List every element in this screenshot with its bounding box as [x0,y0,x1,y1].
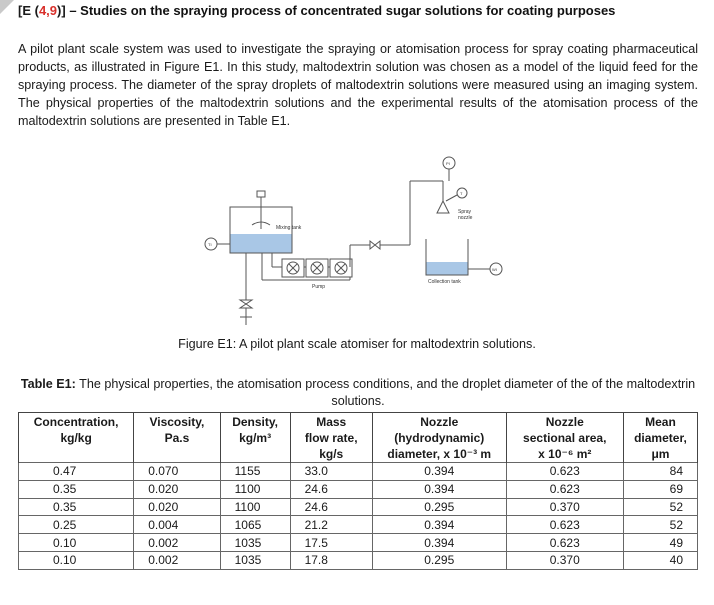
col-header-mean-diameter: Mean diameter, μm [623,413,697,463]
exercise-code: [E (4,9)] [18,3,66,18]
col-header-mass-flow-rate: Mass flow rate, kg/s [290,413,372,463]
cell-mass-flow-rate: 21.2 [290,516,372,534]
spray-nozzle-label-2: nozzle [458,215,473,221]
table-row [19,534,698,552]
cell-density: 1035 [220,551,290,569]
cell-concentration: 0.35 [19,498,134,516]
col-header-density: Density, kg/m³ [220,413,290,463]
cell-concentration: 0.10 [19,551,134,569]
col-header-viscosity: Viscosity, Pa.s [134,413,220,463]
exercise-heading [18,3,708,18]
properties-table [18,412,698,570]
cell-viscosity: 0.070 [134,463,220,481]
cell-mass-flow-rate: 17.5 [290,534,372,552]
spray-nozzle-label-1: Spray [458,209,472,215]
col-header-concentration: Concentration, kg/kg [19,413,134,463]
cell-density: 1155 [220,463,290,481]
table-header-row [19,413,698,463]
cell-nozzle-diameter: 0.394 [372,534,506,552]
cell-mean-diameter: 84 [623,463,697,481]
cell-density: 1100 [220,498,290,516]
cell-viscosity: 0.002 [134,551,220,569]
line-valve [370,241,380,249]
pump-label: Pump [312,284,326,290]
cell-nozzle-area: 0.623 [506,463,623,481]
cell-mean-diameter: 40 [623,551,697,569]
cell-concentration: 0.25 [19,516,134,534]
cell-density: 1065 [220,516,290,534]
cell-nozzle-diameter: 0.295 [372,498,506,516]
cell-concentration: 0.47 [19,463,134,481]
exercise-title: – Studies on the spraying process of concentrated sugar solutions for coating purposes [65,3,616,18]
cell-concentration: 0.35 [19,480,134,498]
collection-tank-label: Collection tank [428,279,461,285]
cell-density: 1100 [220,480,290,498]
cell-viscosity: 0.004 [134,516,220,534]
t-label: T [460,191,463,196]
cell-mass-flow-rate: 24.6 [290,498,372,516]
atomiser-diagram [200,155,520,335]
cell-density: 1035 [220,534,290,552]
page-corner-fold [0,0,14,14]
cell-nozzle-diameter: 0.394 [372,516,506,534]
cell-mean-diameter: 49 [623,534,697,552]
col-header-nozzle-area: Nozzle sectional area, x 10⁻⁶ m² [506,413,623,463]
collection-tank-liquid [427,262,468,275]
cell-nozzle-diameter: 0.295 [372,551,506,569]
cell-nozzle-area: 0.623 [506,480,623,498]
table-row [19,551,698,569]
table-row [19,516,698,534]
col-header-nozzle-diameter: Nozzle (hydrodynamic) diameter, x 10⁻³ m [372,413,506,463]
intro-paragraph: A pilot plant scale system was used to investigate the spraying or atomisation process for spray coating pharmaceutical products, as illustrated in Figure E1. In this study, maltodextrin solution was chosen as a model of the liquid feed for the spraying process. The diameter of the spray droplets of maltodextrin solutions were measured using an imaging system. The physical properties of the maltodextrin solutions and the experimental results of the atomisation process of the maltodextrin solutions are presented in Table E1. [18,42,698,128]
pi-label: PI [446,161,450,166]
cell-nozzle-area: 0.370 [506,498,623,516]
table-row [19,480,698,498]
cell-mass-flow-rate: 24.6 [290,480,372,498]
cell-mass-flow-rate: 33.0 [290,463,372,481]
mixing-tank-liquid [231,234,292,253]
cell-viscosity: 0.002 [134,534,220,552]
table-caption: Table E1: The physical properties, the atomisation process conditions, and the droplet diameter of the of the maltodextrin solutions. [20,377,696,408]
cell-mass-flow-rate: 17.8 [290,551,372,569]
wi-label: WI [492,267,497,272]
cell-mean-diameter: 52 [623,498,697,516]
cell-nozzle-diameter: 0.394 [372,463,506,481]
cell-viscosity: 0.020 [134,498,220,516]
cell-nozzle-area: 0.370 [506,551,623,569]
cell-nozzle-diameter: 0.394 [372,480,506,498]
cell-viscosity: 0.020 [134,480,220,498]
ti-label: TI [208,242,212,247]
table-row [19,463,698,481]
cell-concentration: 0.10 [19,534,134,552]
figure-caption: Figure E1: A pilot plant scale atomiser for maltodextrin solutions. [178,337,536,351]
cell-mean-diameter: 69 [623,480,697,498]
spray-nozzle [437,201,449,213]
cell-mean-diameter: 52 [623,516,697,534]
cell-nozzle-area: 0.623 [506,516,623,534]
mixing-tank-label: Mixing tank [276,225,302,231]
table-row [19,498,698,516]
cell-nozzle-area: 0.623 [506,534,623,552]
